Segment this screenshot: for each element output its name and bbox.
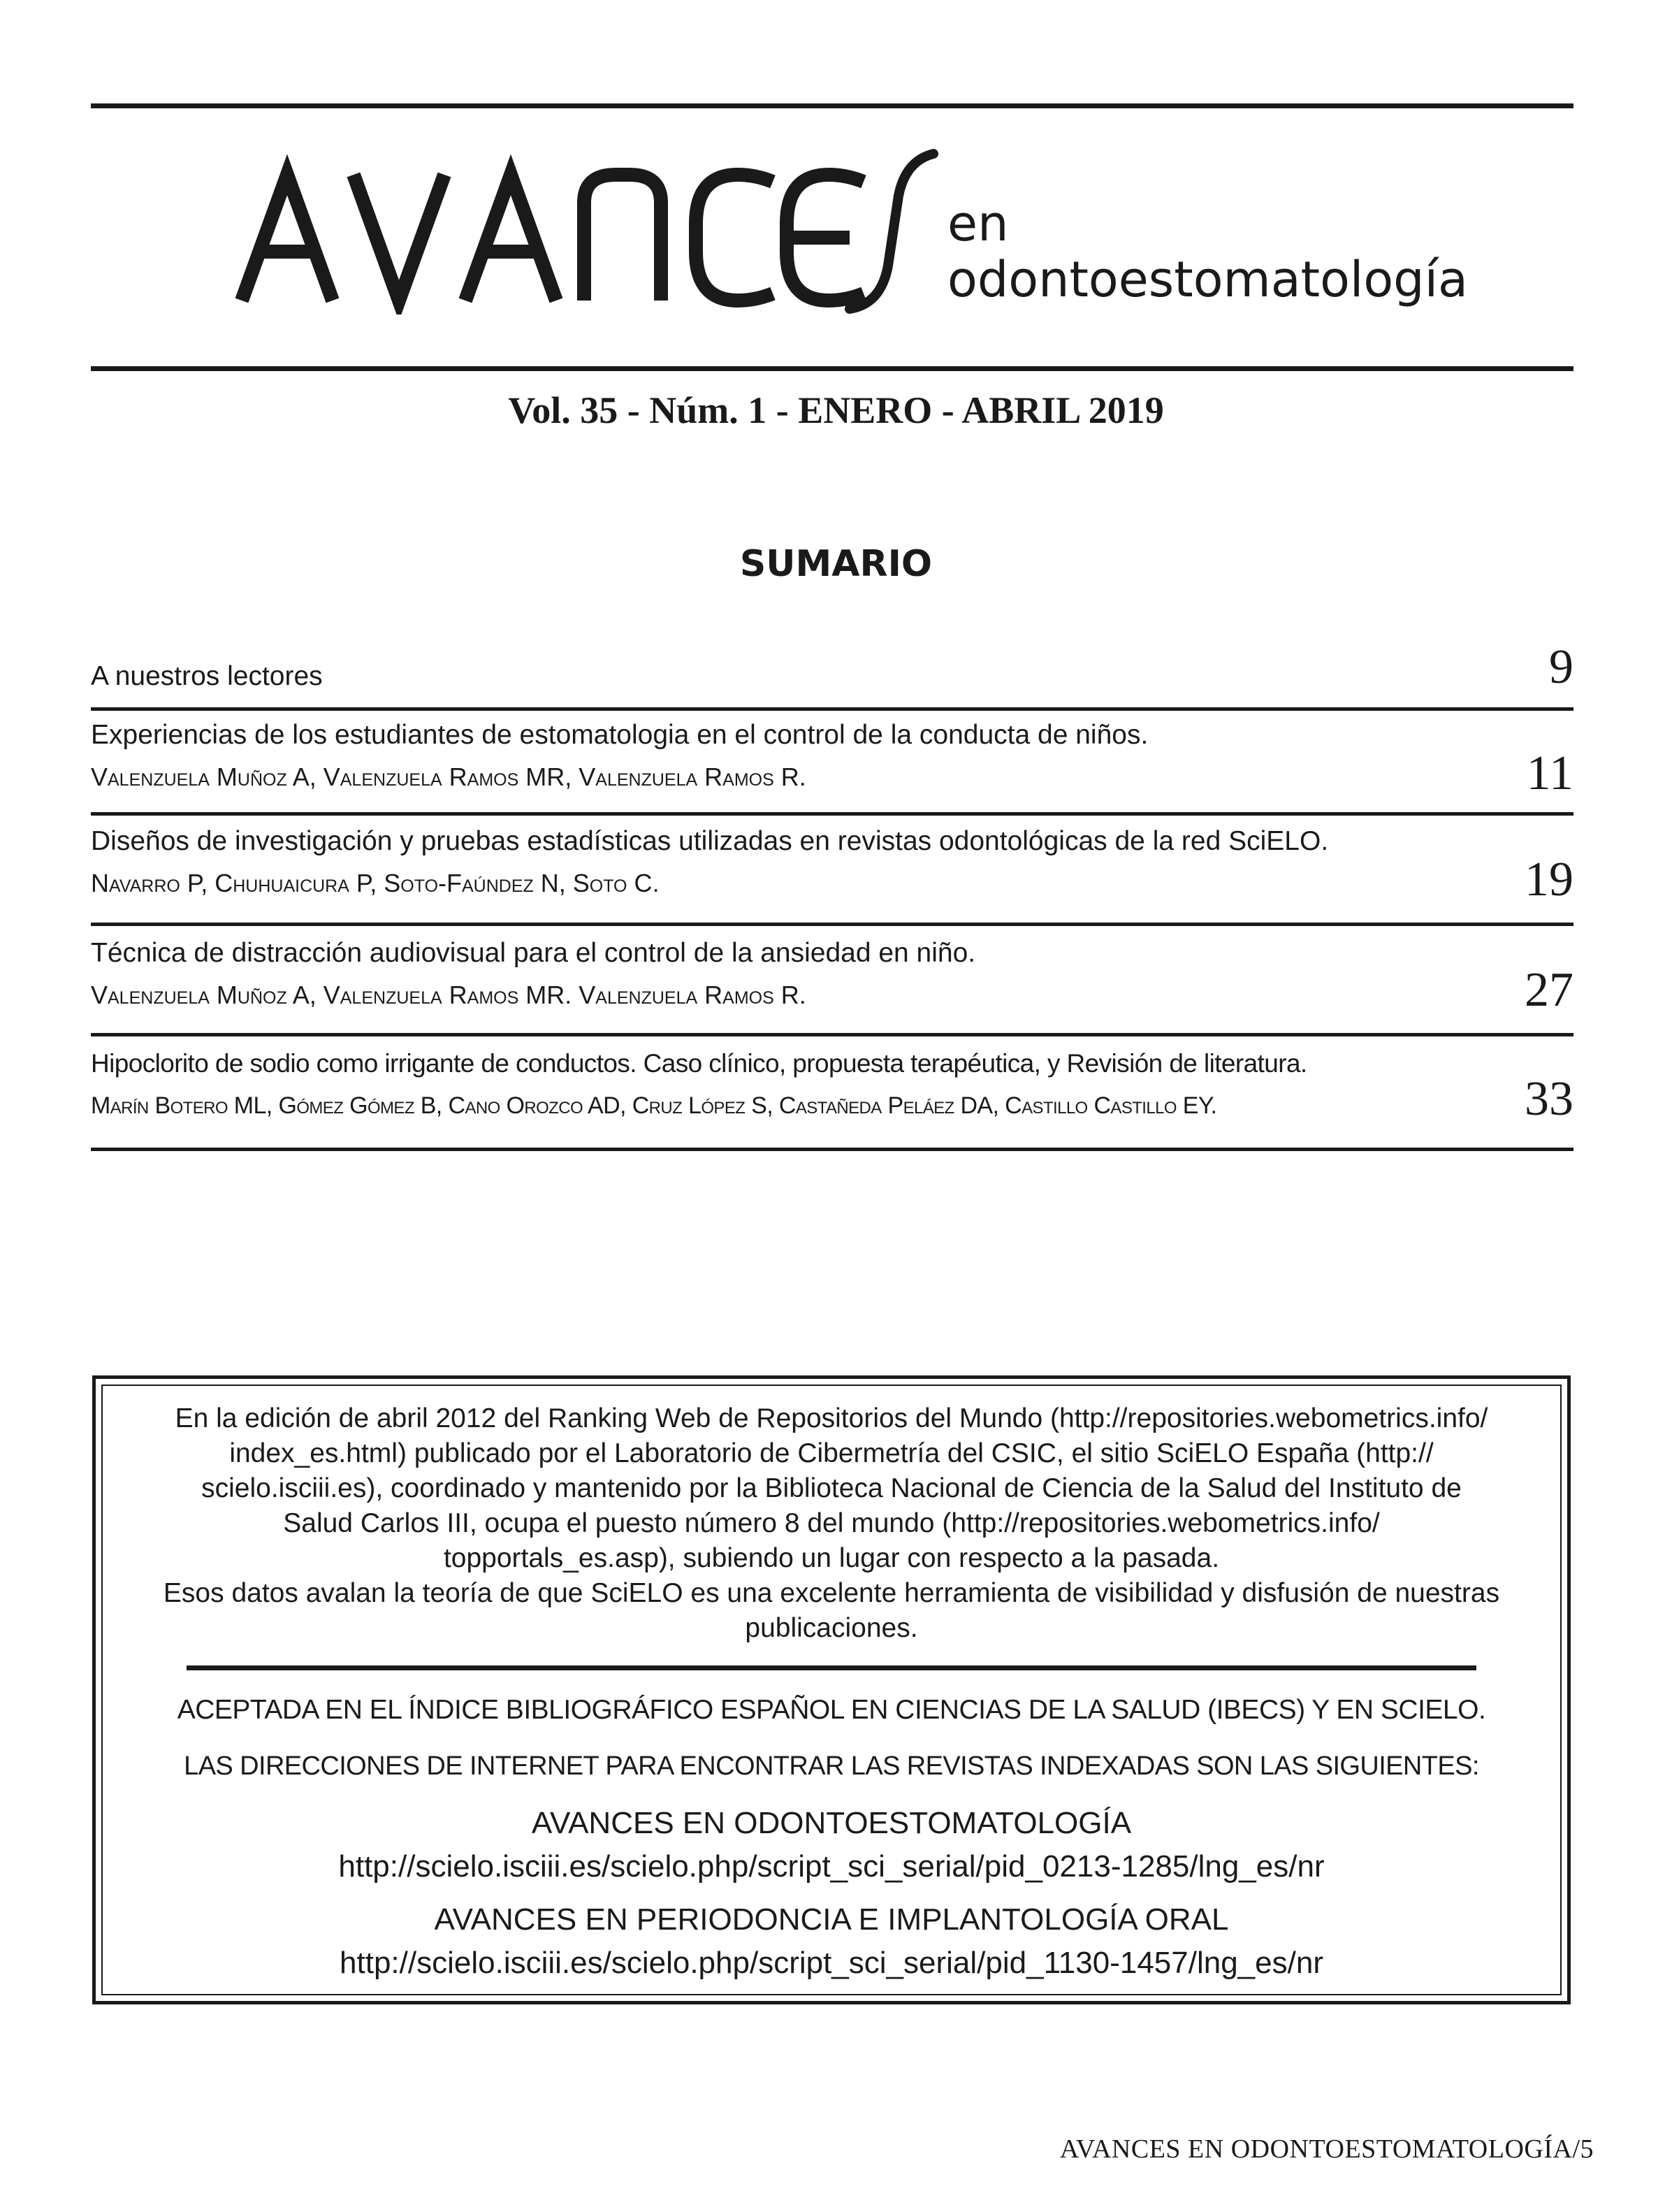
ranking-notice [117, 1401, 1546, 1646]
toc-page-number: 11 [1526, 746, 1573, 800]
table-of-contents [91, 629, 1573, 1151]
toc-authors: Valenzuela Muñoz A, Valenzuela Ramos MR, Valenzuela Ramos R. [91, 762, 806, 791]
toc-title: Diseños de investigación y pruebas estadísticas utilizadas en revistas odontológicas de la red SciELO. [91, 826, 1329, 856]
toc-page-number: 27 [1525, 963, 1573, 1017]
info-box-divider [187, 1665, 1476, 1670]
ranking-notice-line: En la edición de abril 2012 del Ranking Web de Repositorios del Mundo (http://repositories.webometrics.info/ [175, 1403, 1488, 1433]
toc-row[interactable] [91, 711, 1573, 816]
journal-2-name: AVANCES EN PERIODONCIA E IMPLANTOLOGÍA ORAL [434, 1902, 1229, 1937]
top-rule [91, 103, 1573, 108]
toc-row[interactable] [91, 1036, 1573, 1151]
info-box-inner-border [101, 1385, 1562, 1995]
journal-1-url[interactable]: http://scielo.isciii.es/scielo.php/script_sci_serial/pid_0213-1285/lng_es/nr [338, 1849, 1325, 1884]
issue-line: Vol. 35 - Núm. 1 - ENERO - ABRIL 2019 [508, 389, 1164, 431]
toc-row[interactable] [91, 629, 1573, 711]
page-footer: AVANCES EN ODONTOESTOMATOLOGÍA/5 [1059, 2134, 1594, 2164]
ranking-notice-line: topportals_es.asp), subiendo un lugar con respecto a la pasada. [443, 1543, 1220, 1573]
indexed-statement: ACEPTADA EN EL ÍNDICE BIBLIOGRÁFICO ESPAÑOL EN CIENCIAS DE LA SALUD (IBECS) Y EN SCIELO. [177, 1695, 1486, 1725]
logo-sub-odontoestomatologia: odontoestomatología [947, 251, 1468, 308]
toc-authors: Navarro P, Chuhuaicura P, Soto-Faúndez N, Soto C. [91, 869, 660, 897]
journal-2-url[interactable]: http://scielo.isciii.es/scielo.php/script_sci_serial/pid_1130-1457/lng_es/nr [340, 1946, 1323, 1980]
toc-authors: Valenzuela Muñoz A, Valenzuela Ramos MR. Valenzuela Ramos R. [91, 981, 806, 1009]
ranking-notice-line: publicaciones. [745, 1613, 918, 1643]
addresses-statement: LAS DIRECCIONES DE INTERNET PARA ENCONTRAR LAS REVISTAS INDEXADAS SON LAS SIGUIENTES: [184, 1751, 1479, 1781]
ranking-notice-line: scielo.isciii.es), coordinado y mantenido por la Biblioteca Nacional de Ciencia de la Salud del Instituto de [201, 1473, 1462, 1503]
section-heading: SUMARIO [739, 543, 933, 585]
scielo-info-box [92, 1375, 1571, 2004]
toc-title: Experiencias de los estudiantes de estomatologia en el control de la conducta de niños. [91, 720, 1149, 750]
journal-1-name: AVANCES EN ODONTOESTOMATOLOGÍA [531, 1806, 1132, 1840]
masthead-rule [91, 366, 1573, 371]
toc-row[interactable] [91, 926, 1573, 1036]
journal-logo-wordmark [235, 147, 940, 315]
journal-logo-subtitle [947, 196, 1468, 308]
toc-row[interactable] [91, 816, 1573, 926]
ranking-notice-line: Salud Carlos III, ocupa el puesto número 8 del mundo (http://repositories.webometrics.info/ [283, 1508, 1380, 1538]
toc-title: A nuestros lectores [91, 661, 323, 691]
toc-page-number: 33 [1525, 1072, 1573, 1126]
toc-page-number: 19 [1525, 853, 1573, 906]
ranking-notice-line: index_es.html) publicado por el Laboratorio de Cibermetría del CSIC, el sitio SciELO España (http:// [229, 1438, 1434, 1468]
logo-sub-en: en [947, 195, 1009, 252]
ranking-notice-line: Esos datos avalan la teoría de que SciELO es una excelente herramienta de visibilidad y disfusión de nuestras [163, 1578, 1500, 1608]
toc-page-number: 9 [1549, 640, 1573, 694]
toc-authors: Marín Botero ML, Gómez Gómez B, Cano Orozco AD, Cruz López S, Castañeda Peláez DA, Castillo Castillo EY. [91, 1092, 1217, 1119]
toc-title: Técnica de distracción audiovisual para el control de la ansiedad en niño. [91, 938, 976, 968]
toc-title: Hipoclorito de sodio como irrigante de conductos. Caso clínico, propuesta terapéutica, y Revisión de literatura. [91, 1049, 1307, 1078]
